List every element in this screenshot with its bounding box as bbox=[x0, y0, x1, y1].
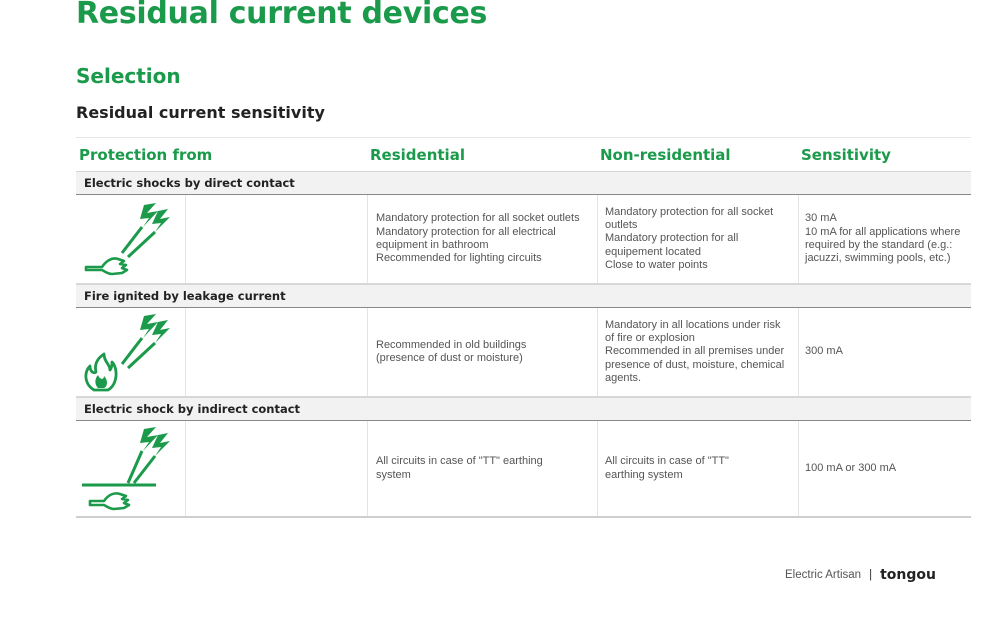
cell-sensitivity: 300 mA bbox=[805, 345, 843, 358]
cell-residential: Recommended in old buildings (presence of dust or moisture) bbox=[376, 338, 527, 364]
header-sensitivity: Sensitivity bbox=[801, 146, 891, 164]
footer bbox=[785, 567, 936, 583]
brand-logo: tongou bbox=[880, 567, 936, 583]
fire-leakage-icon bbox=[82, 314, 172, 397]
cell-non-residential: Mandatory in all locations under risk of fire or explosion Recommended in all premises under presence of dust, moisture, chemical agents. bbox=[605, 318, 785, 384]
cell-non-residential: All circuits in case of "TT" earthing system bbox=[605, 455, 729, 481]
table-row bbox=[76, 195, 971, 284]
footer-separator: | bbox=[869, 569, 873, 581]
cell-residential: All circuits in case of "TT" earthing system bbox=[376, 455, 543, 481]
cell-residential: Mandatory protection for all socket outlets Mandatory protection for all electrical equipment in bathroom Recommended for lighting circuits bbox=[376, 212, 580, 265]
table-row bbox=[76, 421, 971, 518]
header-residential: Residential bbox=[370, 146, 465, 164]
page-title: Residual current devices bbox=[76, 0, 488, 31]
footer-tagline: Electric Artisan bbox=[785, 569, 862, 581]
direct-contact-shock-icon bbox=[82, 201, 172, 284]
cell-sensitivity: 30 mA 10 mA for all applications where required by the standard (e.g.: jacuzzi, swimming pools, etc.) bbox=[805, 212, 961, 265]
sensitivity-table bbox=[76, 137, 971, 518]
cell-non-residential: Mandatory protection for all socket outlets Mandatory protection for all equipement located Close to water points bbox=[605, 205, 774, 271]
indirect-contact-shock-icon bbox=[82, 427, 172, 518]
table-header bbox=[76, 138, 971, 171]
group-heading-indirect-contact: Electric shock by indirect contact bbox=[76, 397, 971, 421]
table-row bbox=[76, 308, 971, 397]
page-subtitle: Selection bbox=[76, 64, 181, 88]
section-title: Residual current sensitivity bbox=[76, 103, 325, 122]
header-protection-from: Protection from bbox=[79, 146, 213, 164]
header-non-residential: Non-residential bbox=[600, 146, 731, 164]
cell-sensitivity: 100 mA or 300 mA bbox=[805, 461, 897, 474]
group-heading-fire-leakage: Fire ignited by leakage current bbox=[76, 284, 971, 308]
group-heading-direct-contact: Electric shocks by direct contact bbox=[76, 171, 971, 195]
